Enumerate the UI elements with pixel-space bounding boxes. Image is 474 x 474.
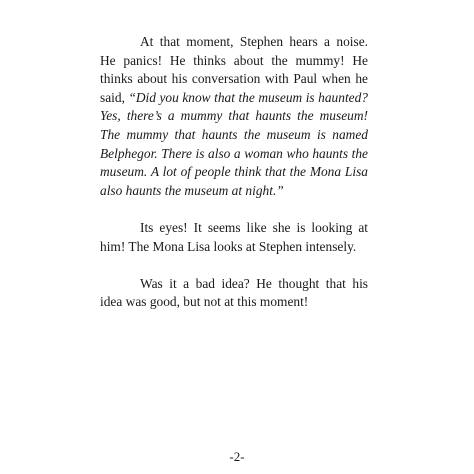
paragraph-2 bbox=[100, 219, 368, 256]
paragraph-1 bbox=[100, 33, 368, 200]
story-text bbox=[100, 33, 368, 331]
paragraph-3-text: Was it a bad idea? He thought that his idea was good, but not at this moment! bbox=[100, 275, 368, 310]
paragraph-1-text: At that moment, Stephen hears a noise. He panics! He thinks about the mummy! He thinks about his conversation with Paul when he said, bbox=[100, 34, 368, 105]
page-number: -2- bbox=[229, 449, 245, 464]
paragraph-2-text: Its eyes! It seems like she is looking at him! The Mona Lisa looks at Stephen intensely. bbox=[100, 219, 368, 254]
paragraph-1-quote: “Did you know that the museum is haunted? Yes, there’s a mummy that haunts the museum! The mummy that haunts the museum is named Belphegor. There is also a woman who haunts the museum. A lot of people think that the Mona Lisa also haunts the museum at night.” bbox=[100, 89, 368, 198]
paragraph-3 bbox=[100, 275, 368, 312]
